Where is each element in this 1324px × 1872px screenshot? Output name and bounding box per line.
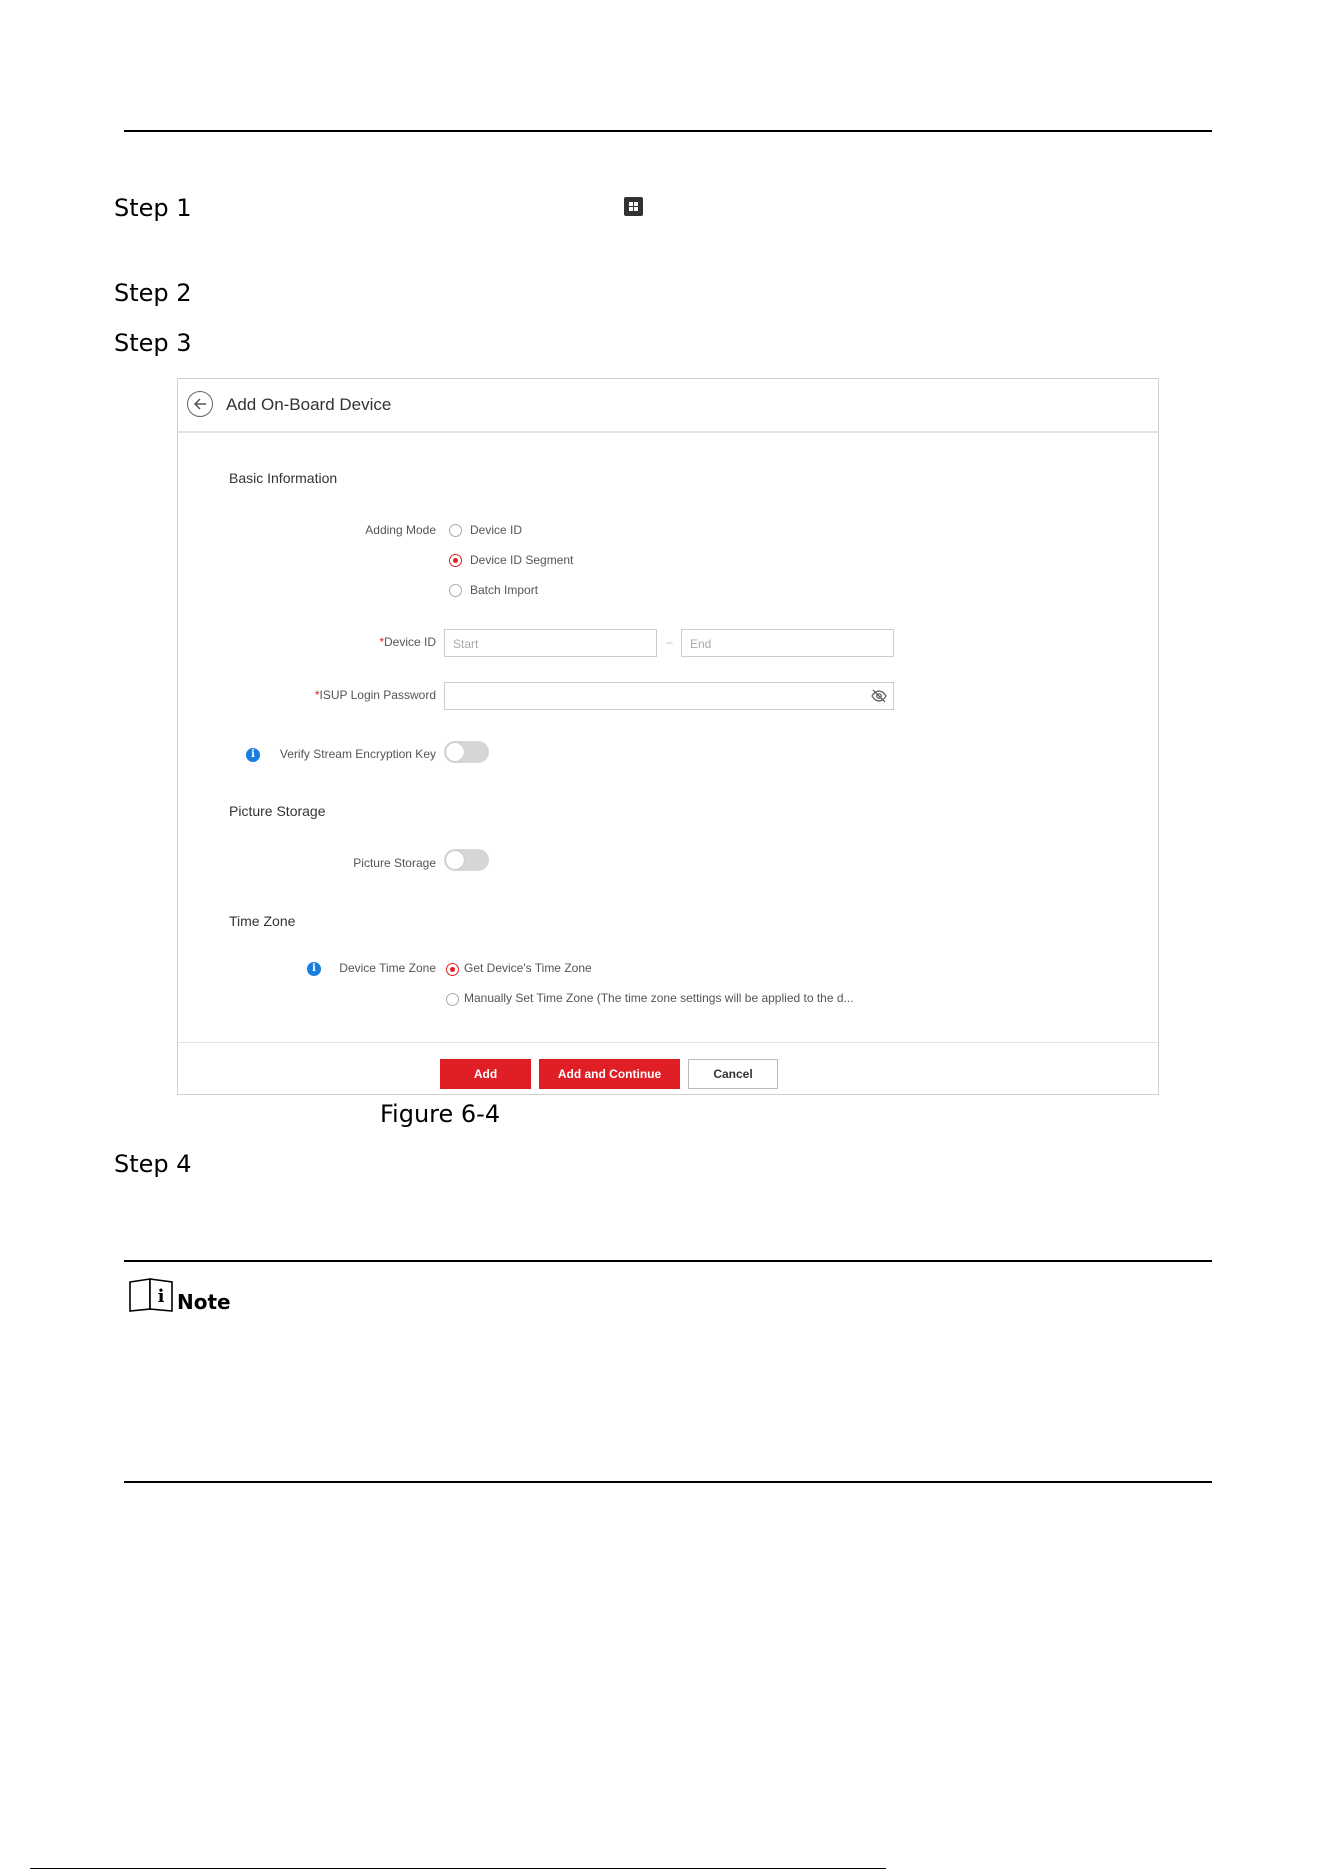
add-button[interactable]: Add <box>440 1059 531 1089</box>
isup-password-input[interactable] <box>444 682 894 710</box>
hide-password-icon[interactable] <box>871 689 887 706</box>
radio-get-device-time-zone-label: Get Device's Time Zone <box>464 961 592 975</box>
device-time-zone-label: Device Time Zone <box>339 961 436 975</box>
screenshot-header <box>178 379 1158 433</box>
picture-storage-heading: Picture Storage <box>229 803 326 819</box>
radio-device-id-segment-label: Device ID Segment <box>470 553 574 567</box>
radio-get-device-time-zone[interactable] <box>446 963 459 976</box>
step-2-label: Step 2 <box>114 279 192 307</box>
device-id-start-input[interactable]: Start <box>444 629 657 657</box>
verify-key-toggle[interactable] <box>444 741 489 763</box>
svg-text:i: i <box>157 1286 165 1307</box>
verify-key-info-icon[interactable]: i <box>246 748 260 762</box>
time-zone-heading: Time Zone <box>229 913 296 929</box>
step-1-label: Step 1 <box>114 194 192 222</box>
device-id-label <box>379 635 436 649</box>
footer-rule <box>30 1868 886 1869</box>
note-top-rule <box>124 1260 1212 1262</box>
device-id-label-text: Device ID <box>383 635 436 649</box>
add-device-screenshot <box>177 378 1159 1095</box>
radio-device-id-label: Device ID <box>470 523 523 537</box>
required-mark: * <box>314 688 320 702</box>
picture-storage-toggle[interactable] <box>444 849 489 871</box>
header-rule <box>124 130 1212 132</box>
verify-key-label: Verify Stream Encryption Key <box>279 747 436 761</box>
add-and-continue-button[interactable]: Add and Continue <box>539 1059 680 1089</box>
isup-password-label <box>315 688 436 702</box>
figure-caption: Figure 6-4 <box>380 1100 501 1128</box>
cancel-button[interactable]: Cancel <box>688 1059 778 1089</box>
required-mark: * <box>379 635 384 649</box>
basic-information-heading: Basic Information <box>229 470 338 486</box>
isup-password-label-text: ISUP Login Password <box>319 688 436 702</box>
note-bottom-rule <box>124 1481 1212 1483</box>
radio-batch-import[interactable] <box>449 584 462 597</box>
note-label: Note <box>177 1290 231 1314</box>
note-book-icon <box>128 1278 174 1317</box>
step-4-label: Step 4 <box>114 1150 192 1178</box>
screenshot-footer <box>178 1042 1158 1095</box>
device-id-end-input[interactable]: End <box>681 629 894 657</box>
picture-storage-label: Picture Storage <box>353 856 436 870</box>
range-separator: – <box>666 635 673 649</box>
back-arrow-icon[interactable] <box>187 391 213 417</box>
radio-manual-time-zone-label: Manually Set Time Zone (The time zone settings will be applied to the d... <box>464 991 854 1005</box>
radio-device-id-segment[interactable] <box>449 554 462 567</box>
app-grid-icon <box>624 197 643 216</box>
time-zone-info-icon[interactable]: i <box>307 962 321 976</box>
adding-mode-label: Adding Mode <box>365 523 436 537</box>
radio-manual-time-zone[interactable] <box>446 993 459 1006</box>
radio-batch-import-label: Batch Import <box>470 583 539 597</box>
radio-device-id[interactable] <box>449 524 462 537</box>
step-3-label: Step 3 <box>114 329 192 357</box>
screenshot-title: Add On-Board Device <box>226 395 392 414</box>
